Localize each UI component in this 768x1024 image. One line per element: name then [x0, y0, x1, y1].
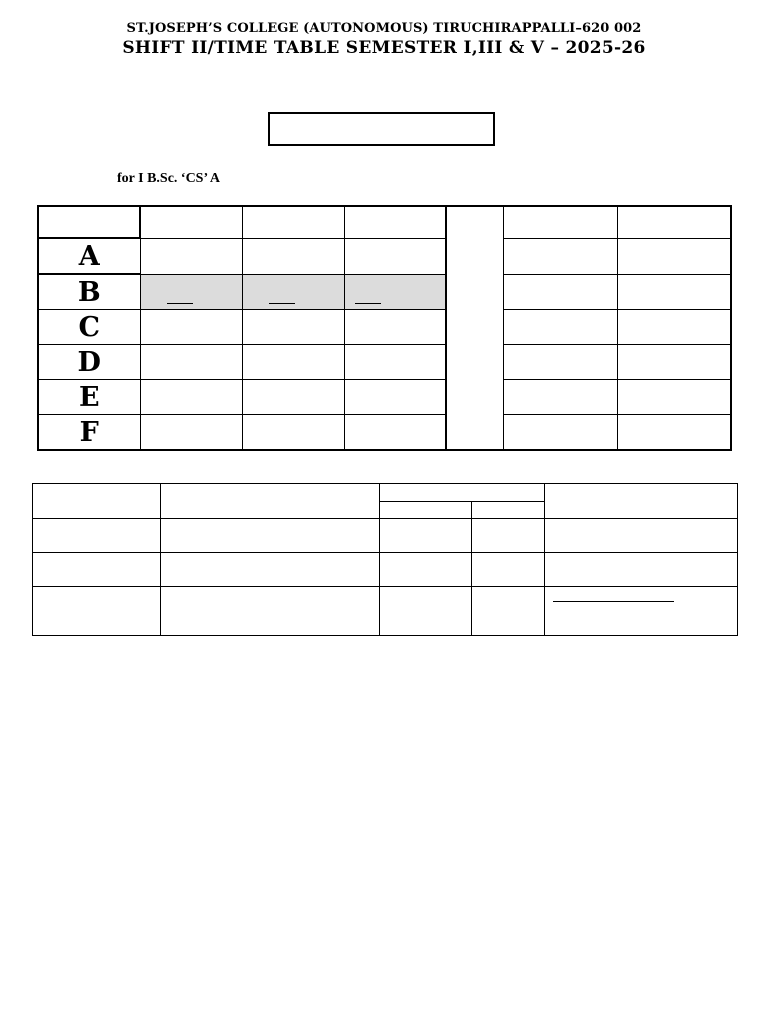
period-cell [503, 310, 617, 345]
table-cell [380, 553, 472, 587]
signature-cell [545, 587, 738, 636]
table-row [38, 345, 731, 380]
table-row [33, 553, 738, 587]
table-row [38, 274, 731, 310]
period-cell [140, 345, 242, 380]
period-cell [617, 274, 731, 310]
period-cell-shaded [344, 274, 446, 310]
period-cell [242, 415, 344, 451]
day-label: C [38, 310, 140, 345]
table-row [33, 519, 738, 553]
subject-staff-table [32, 483, 738, 636]
subject-table-header-row [33, 484, 738, 502]
period-cell [344, 345, 446, 380]
table-row [33, 587, 738, 636]
period-cell [617, 238, 731, 274]
header-cell [140, 206, 242, 238]
table-row [38, 415, 731, 451]
signature-line [553, 601, 674, 602]
blank-line [269, 303, 295, 304]
header-cell [380, 502, 472, 519]
period-cell [617, 310, 731, 345]
header-cell [380, 484, 545, 502]
class-title-box [268, 112, 495, 146]
header-cell [33, 484, 161, 519]
period-cell [242, 380, 344, 415]
header-cell [242, 206, 344, 238]
period-cell [140, 380, 242, 415]
table-cell [472, 519, 545, 553]
blank-line [355, 303, 381, 304]
period-cell [344, 238, 446, 274]
period-cell [242, 310, 344, 345]
lunch-break-column [446, 206, 503, 450]
table-cell [161, 553, 380, 587]
table-cell [472, 587, 545, 636]
period-cell [242, 238, 344, 274]
period-cell [503, 380, 617, 415]
period-cell [617, 345, 731, 380]
table-cell [545, 553, 738, 587]
day-label: E [38, 380, 140, 415]
period-cell [140, 415, 242, 451]
table-cell [33, 587, 161, 636]
header-cell [472, 502, 545, 519]
period-cell [344, 310, 446, 345]
period-cell [242, 345, 344, 380]
table-cell [161, 587, 380, 636]
table-cell [380, 519, 472, 553]
blank-line [167, 303, 193, 304]
period-cell [140, 238, 242, 274]
period-cell [344, 380, 446, 415]
period-cell [503, 345, 617, 380]
table-cell [33, 553, 161, 587]
period-cell [617, 380, 731, 415]
header-cell [161, 484, 380, 519]
table-cell [472, 553, 545, 587]
table-cell [545, 519, 738, 553]
header-cell [503, 206, 617, 238]
table-row [38, 380, 731, 415]
period-cell [503, 415, 617, 451]
table-row [38, 310, 731, 345]
day-label: D [38, 345, 140, 380]
table-row [38, 238, 731, 274]
day-label: F [38, 415, 140, 451]
timetable [37, 205, 732, 451]
period-cell [344, 415, 446, 451]
period-cell [140, 310, 242, 345]
header-cell [38, 206, 140, 238]
period-cell-shaded [242, 274, 344, 310]
header-cell [617, 206, 731, 238]
day-label: B [38, 274, 140, 310]
period-cell [503, 274, 617, 310]
period-cell [503, 238, 617, 274]
day-label: A [38, 238, 140, 274]
class-label: for I B.Sc. ‘CS’ A [117, 171, 220, 186]
timetable-header-row [38, 206, 731, 238]
header-cell [545, 484, 738, 519]
period-cell-shaded [140, 274, 242, 310]
table-cell [380, 587, 472, 636]
period-cell [617, 415, 731, 451]
page-title: SHIFT II/TIME TABLE SEMESTER I,III & V – 2025-26 [122, 38, 646, 58]
college-name: ST.JOSEPH’S COLLEGE (AUTONOMOUS) TIRUCHIRAPPALLI–620 002 [126, 21, 642, 36]
table-cell [161, 519, 380, 553]
header-cell [344, 206, 446, 238]
table-cell [33, 519, 161, 553]
